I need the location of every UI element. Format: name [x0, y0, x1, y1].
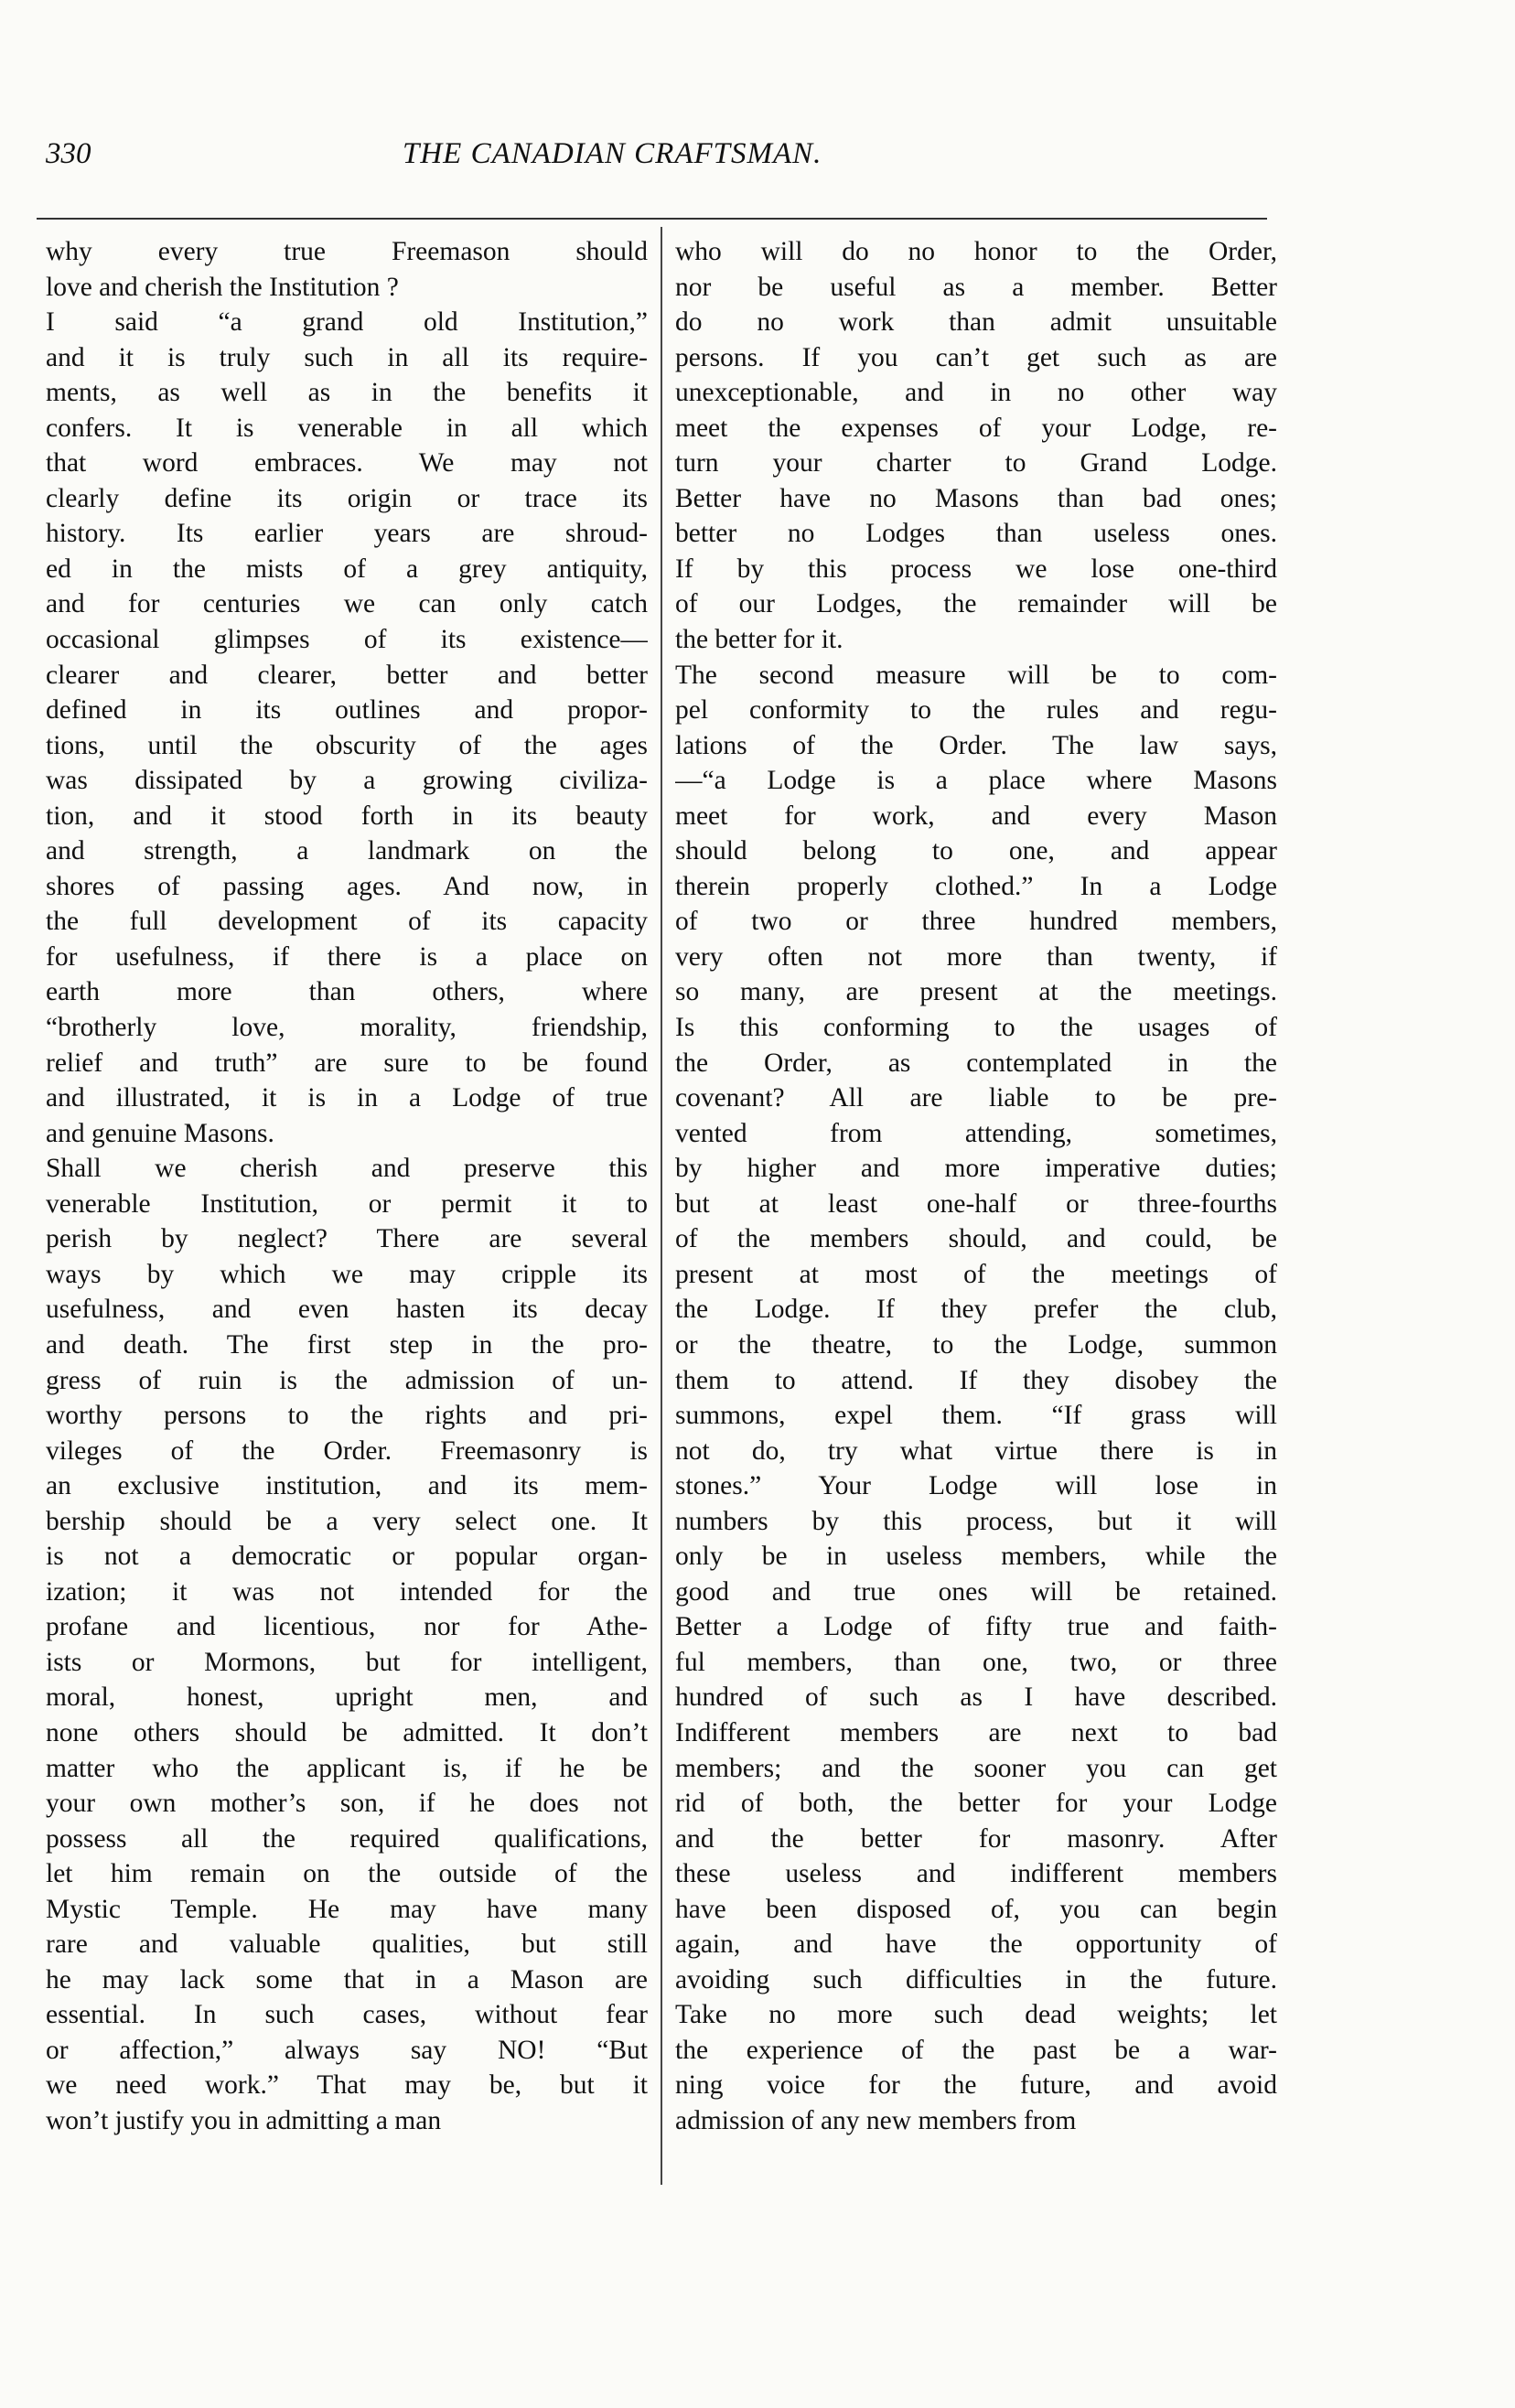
left-column-line: tion, and it stood forth in its beauty [46, 801, 648, 831]
left-column-line: venerable Institution, or permit it to [46, 1188, 648, 1219]
left-column-line: matter who the applicant is, if he be [46, 1753, 648, 1783]
right-column-line: ning voice for the future, and avoid [675, 2070, 1277, 2101]
column-divider [661, 227, 662, 2185]
right-column-line: Take no more such dead weights; let [675, 2000, 1277, 2030]
right-column-line: numbers by this process, but it will [675, 1506, 1277, 1536]
right-column-line: meet the expenses of your Lodge, re- [675, 413, 1277, 443]
right-column-line: covenant? All are liable to be pre- [675, 1083, 1277, 1113]
right-column-line: and the better for masonry. After [675, 1823, 1277, 1854]
left-column-line: usefulness, and even hasten its decay [46, 1295, 648, 1325]
left-column-line: “brotherly love, morality, friendship, [46, 1013, 648, 1043]
left-column-line: he may lack some that in a Mason are [46, 1964, 648, 1994]
left-column-line: won’t justify you in admitting a man [46, 2105, 442, 2135]
left-column-line: none others should be admitted. It don’t [46, 1717, 648, 1747]
left-column-line: earth more than others, where [46, 977, 648, 1007]
right-column-line: Better a Lodge of fifty true and faith- [675, 1612, 1277, 1642]
right-column-line: stones.” Your Lodge will lose in [675, 1471, 1277, 1501]
right-column-line: who will do no honor to the Order, [675, 237, 1277, 266]
right-column-line: them to attend. If they disobey the [675, 1365, 1277, 1395]
left-column-line: clearer and clearer, better and better [46, 660, 648, 690]
right-column-line: lations of the Order. The law says, [675, 730, 1277, 760]
left-column-line: Shall we cherish and preserve this [46, 1154, 648, 1184]
right-column-line: good and true ones will be retained. [675, 1576, 1277, 1607]
left-column-line: ization; it was not intended for the [46, 1576, 648, 1607]
right-column-line: unexceptionable, and in no other way [675, 378, 1277, 408]
right-column-line: vented from attending, sometimes, [675, 1118, 1277, 1148]
right-column-line: persons. If you can’t get such as are [675, 342, 1277, 372]
right-column-line: better no Lodges than useless ones. [675, 519, 1277, 549]
right-column-line: present at most of the meetings of [675, 1259, 1277, 1289]
right-column-line: If by this process we lose one-third [675, 554, 1277, 584]
left-column-line: moral, honest, upright men, and [46, 1682, 648, 1713]
left-column-line: an exclusive institution, and its mem- [46, 1471, 648, 1501]
left-column-line: and it is truly such in all its require- [46, 342, 648, 372]
right-column-line: members; and the sooner you can get [675, 1753, 1277, 1783]
left-column-line: possess all the required qualifications, [46, 1823, 648, 1854]
left-column-line: we need work.” That may be, but it [46, 2070, 648, 2101]
left-column-line: was dissipated by a growing civiliza- [46, 766, 648, 796]
right-column-line: of the members should, and could, be [675, 1224, 1277, 1254]
left-column-line: essential. In such cases, without fear [46, 2000, 648, 2030]
left-column [46, 234, 648, 2139]
right-column-line: the Lodge. If they prefer the club, [675, 1295, 1277, 1325]
right-column-line: do no work than admit unsuitable [675, 307, 1277, 338]
page-number: 330 [46, 137, 91, 170]
right-column-line: but at least one-half or three-fourths [675, 1188, 1277, 1219]
right-column-line: the better for it. [675, 625, 843, 655]
right-column-line: by higher and more imperative duties; [675, 1154, 1277, 1184]
left-column-line: ed in the mists of a grey antiquity, [46, 554, 648, 584]
right-column-line: these useless and indifferent members [675, 1859, 1277, 1889]
right-column-line: of our Lodges, the remainder will be [675, 589, 1277, 619]
right-column-line: again, and have the opportunity of [675, 1930, 1277, 1960]
right-column-line: the Order, as contemplated in the [675, 1048, 1277, 1078]
right-column-line: turn your charter to Grand Lodge. [675, 448, 1277, 478]
left-column-line: ways by which we may cripple its [46, 1259, 648, 1289]
left-column-line: ments, as well as in the benefits it [46, 378, 648, 408]
page-header [46, 137, 1253, 183]
right-column-line: rid of both, the better for your Lodge [675, 1789, 1277, 1819]
left-column-line: let him remain on the outside of the [46, 1859, 648, 1889]
left-column-line: vileges of the Order. Freemasonry is [46, 1435, 648, 1466]
right-column-line: nor be useful as a member. Better [675, 272, 1277, 302]
left-column-line: and strength, a landmark on the [46, 836, 648, 866]
right-column-line: of two or three hundred members, [675, 907, 1277, 937]
left-column-line: shores of passing ages. And now, in [46, 871, 648, 901]
right-column-line: The second measure will be to com- [675, 660, 1277, 690]
right-column-line: —“a Lodge is a place where Masons [675, 766, 1277, 796]
right-column-line: so many, are present at the meetings. [675, 977, 1277, 1007]
left-column-line: and death. The first step in the pro- [46, 1329, 648, 1360]
left-column-line: why every true Freemason should [46, 237, 648, 266]
right-column-line: avoiding such difficulties in the future. [675, 1964, 1277, 1994]
right-column-line: the experience of the past be a war- [675, 2035, 1277, 2065]
left-column-line: defined in its outlines and propor- [46, 695, 648, 726]
right-column-line: ful members, than one, two, or three [675, 1647, 1277, 1677]
left-column-line: profane and licentious, nor for Athe- [46, 1612, 648, 1642]
left-column-line: or affection,” always say NO! “But [46, 2035, 648, 2065]
right-column-line: pel conformity to the rules and regu- [675, 695, 1277, 726]
left-column-line: and illustrated, it is in a Lodge of true [46, 1083, 648, 1113]
right-column-line: only be in useless members, while the [675, 1542, 1277, 1572]
right-column [675, 234, 1277, 2139]
right-column-line: Indifferent members are next to bad [675, 1717, 1277, 1747]
left-column-line: the full development of its capacity [46, 907, 648, 937]
right-column-line: summons, expel them. “If grass will [675, 1401, 1277, 1431]
left-column-line: for usefulness, if there is a place on [46, 941, 648, 972]
right-column-line: have been disposed of, you can begin [675, 1894, 1277, 1924]
right-column-line: therein properly clothed.” In a Lodge [675, 871, 1277, 901]
right-column-line: hundred of such as I have described. [675, 1682, 1277, 1713]
left-column-line: perish by neglect? There are several [46, 1224, 648, 1254]
right-column-line: very often not more than twenty, if [675, 941, 1277, 972]
left-column-line: rare and valuable qualities, but still [46, 1930, 648, 1960]
left-column-line: occasional glimpses of its existence— [46, 625, 648, 655]
right-column-line: meet for work, and every Mason [675, 801, 1277, 831]
left-column-line: tions, until the obscurity of the ages [46, 730, 648, 760]
left-column-line: your own mother’s son, if he does not [46, 1789, 648, 1819]
left-column-line: ists or Mormons, but for intelligent, [46, 1647, 648, 1677]
left-column-line: history. Its earlier years are shroud- [46, 519, 648, 549]
left-column-line: that word embraces. We may not [46, 448, 648, 478]
left-column-line: gress of ruin is the admission of un- [46, 1365, 648, 1395]
left-column-line: Mystic Temple. He may have many [46, 1894, 648, 1924]
left-column-line: worthy persons to the rights and pri- [46, 1401, 648, 1431]
left-column-line: I said “a grand old Institution,” [46, 307, 648, 338]
right-column-line: not do, try what virtue there is in [675, 1435, 1277, 1466]
left-column-line: clearly define its origin or trace its [46, 483, 648, 513]
right-column-line: Better have no Masons than bad ones; [675, 483, 1277, 513]
left-column-line: is not a democratic or popular organ- [46, 1542, 648, 1572]
right-column-line: admission of any new members from [675, 2105, 1077, 2135]
right-column-line: or the theatre, to the Lodge, summon [675, 1329, 1277, 1360]
left-column-line: confers. It is venerable in all which [46, 413, 648, 443]
left-column-line: and for centuries we can only catch [46, 589, 648, 619]
running-title: THE CANADIAN CRAFTSMAN. [403, 137, 822, 170]
left-column-line: and genuine Masons. [46, 1118, 274, 1148]
right-column-line: Is this conforming to the usages of [675, 1013, 1277, 1043]
left-column-line: bership should be a very select one. It [46, 1506, 648, 1536]
left-column-line: love and cherish the Institution ? [46, 272, 399, 302]
header-rule [37, 218, 1267, 220]
left-column-line: relief and truth” are sure to be found [46, 1048, 648, 1078]
right-column-line: should belong to one, and appear [675, 836, 1277, 866]
